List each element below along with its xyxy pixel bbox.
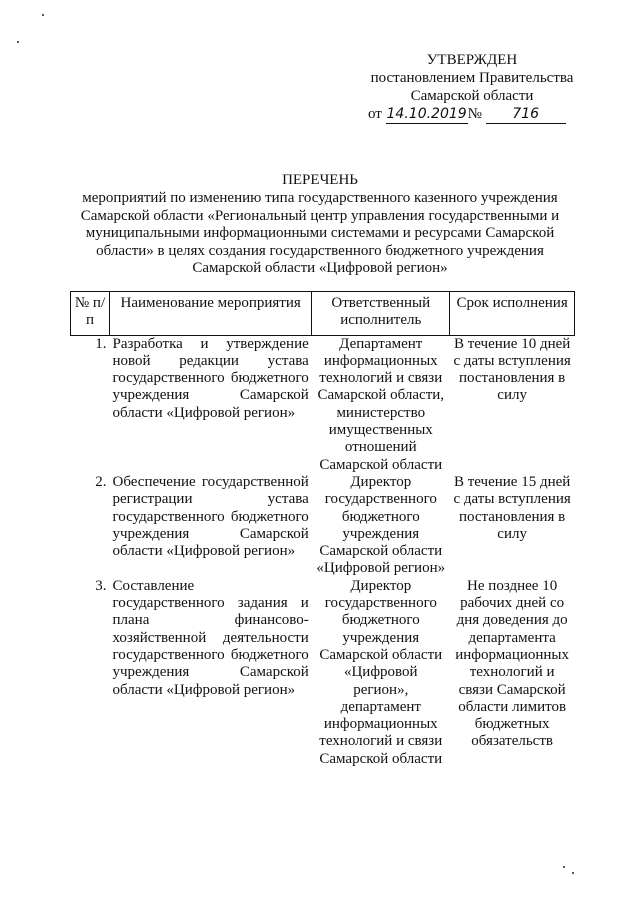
header-responsible: Ответственный исполнитель bbox=[312, 292, 450, 336]
row-name: Разработка и утверждение новой редакции устава государственного бюджетного учреждения Самарской области «Цифровой регион» bbox=[112, 335, 309, 421]
header-name: Наименование мероприятия bbox=[110, 292, 312, 336]
approval-line-2: Самарской области bbox=[410, 88, 534, 104]
date-prefix: от bbox=[368, 106, 382, 122]
scan-speck bbox=[42, 14, 44, 16]
approval-line-1: постановлением Правительства bbox=[370, 70, 574, 86]
handwritten-date: 14.10.2019 bbox=[386, 106, 467, 122]
title-line: области» в целях создания государственного бюджетного учреждения bbox=[96, 242, 544, 259]
row-responsible: Департамент информационных технологий и связи Самарской области, министерство имущественных отношений Самарской области bbox=[317, 335, 445, 473]
handwritten-number: 716 bbox=[486, 105, 566, 124]
table-row bbox=[71, 474, 575, 578]
row-name: Составление государственного задания и плана финансово-хозяйственной деятельности государственного бюджетного учреждения Самарской области «Цифровой регион» bbox=[112, 577, 309, 698]
scan-speck bbox=[572, 872, 574, 874]
document-title bbox=[60, 172, 580, 277]
row-responsible: Директор государственного бюджетного учреждения Самарской области «Цифровой регион», департамент информационных технологий и связи Самарской области bbox=[319, 577, 443, 767]
header-deadline: Срок исполнения bbox=[450, 292, 575, 336]
table-row bbox=[71, 578, 575, 768]
title-line: мероприятий по изменению типа государственного казенного учреждения bbox=[82, 190, 558, 207]
row-deadline: В течение 15 дней с даты вступления постановления в силу bbox=[453, 473, 571, 542]
row-num: 3. bbox=[95, 577, 107, 594]
row-name: Обеспечение государственной регистрации устава государственного бюджетного учреждения Самарской области «Цифровой регион» bbox=[112, 473, 309, 560]
row-num: 1. bbox=[95, 335, 107, 352]
events-table bbox=[70, 291, 575, 768]
row-deadline: Не позднее 10 рабочих дней со дня доведения до департамента информационных технологий и связи Самарской области лимитов бюджетных обязательств bbox=[455, 577, 570, 750]
table-header-row bbox=[71, 292, 575, 336]
title-line: Самарской области «Региональный центр управления государственными и bbox=[80, 207, 560, 224]
row-num: 2. bbox=[95, 473, 107, 490]
table-row bbox=[71, 335, 575, 474]
title-line: муниципальными информационными системами и ресурсами Самарской bbox=[85, 225, 555, 242]
number-prefix: № bbox=[467, 106, 482, 122]
scan-speck bbox=[563, 866, 565, 868]
row-deadline: В течение 10 дней с даты вступления постановления в силу bbox=[453, 335, 571, 404]
approval-heading: УТВЕРЖДЕН bbox=[426, 52, 518, 68]
scan-speck bbox=[17, 41, 19, 43]
row-responsible: Директор государственного бюджетного учреждения Самарской области «Цифровой регион» bbox=[316, 473, 446, 577]
approval-date-row bbox=[362, 105, 582, 124]
approval-stamp bbox=[362, 51, 582, 124]
header-num: № п/п bbox=[71, 292, 110, 336]
title-main: ПЕРЕЧЕНЬ bbox=[282, 172, 358, 188]
title-line: Самарской области «Цифровой регион» bbox=[192, 260, 448, 277]
